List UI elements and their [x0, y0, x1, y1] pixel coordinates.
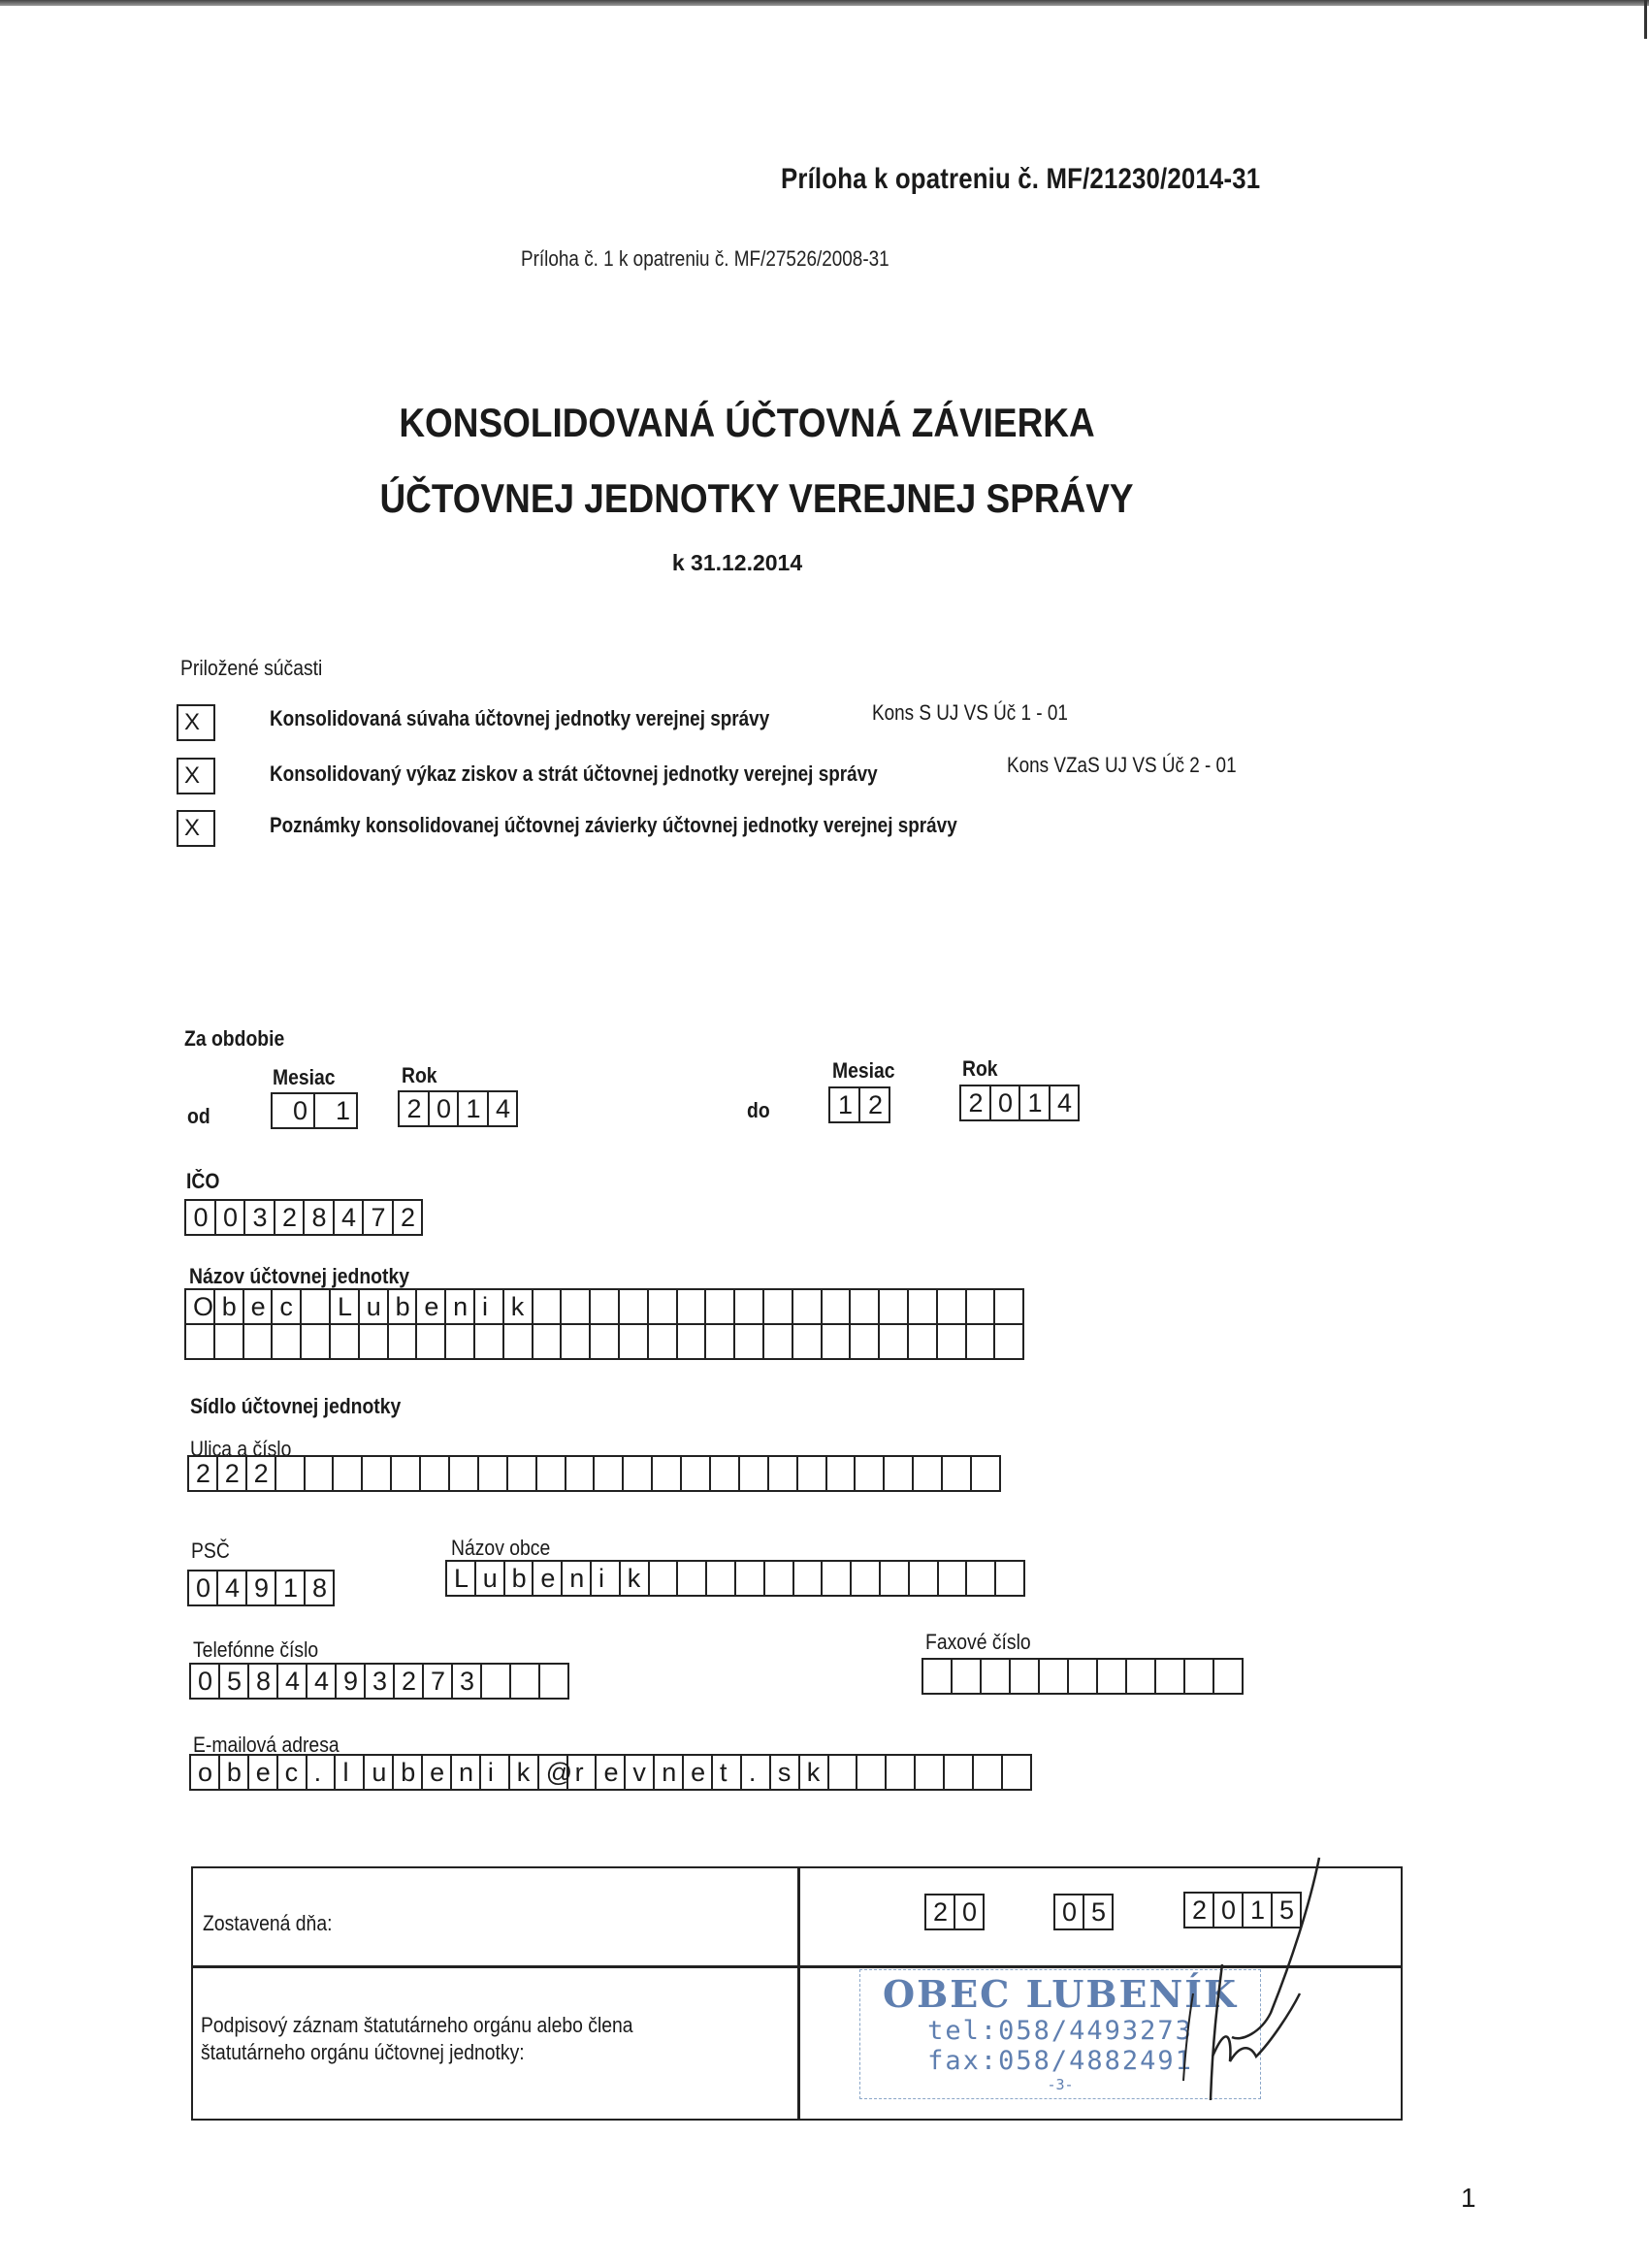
- email-cell[interactable]: e: [597, 1756, 626, 1789]
- name1-cell[interactable]: b: [215, 1290, 244, 1323]
- ico-label: IČO: [186, 1169, 220, 1193]
- email-cell[interactable]: @: [539, 1756, 568, 1789]
- attachments-heading: Priložené súčasti: [180, 656, 323, 680]
- phone-cell[interactable]: 4: [278, 1665, 307, 1698]
- from-month-field[interactable]: [271, 1092, 358, 1129]
- email-cell[interactable]: .: [742, 1756, 771, 1789]
- name2-cell[interactable]: [446, 1325, 475, 1358]
- email-cell[interactable]: o: [191, 1756, 220, 1789]
- fax-cell[interactable]: [982, 1660, 1011, 1693]
- street-field[interactable]: [187, 1455, 1001, 1492]
- name2-cell[interactable]: [360, 1325, 389, 1358]
- psc-cell[interactable]: 1: [276, 1571, 306, 1604]
- city-cell[interactable]: [707, 1562, 736, 1595]
- from-month-cell[interactable]: 0: [273, 1094, 315, 1127]
- city-cell[interactable]: e: [534, 1562, 563, 1595]
- name1-cell[interactable]: c: [273, 1290, 302, 1323]
- street-cell[interactable]: [827, 1457, 857, 1490]
- city-cell[interactable]: [910, 1562, 939, 1595]
- name2-cell[interactable]: [273, 1325, 302, 1358]
- sig-month-cell[interactable]: 0: [1055, 1895, 1084, 1928]
- email-cell[interactable]: [857, 1756, 887, 1789]
- street-cell[interactable]: [276, 1457, 306, 1490]
- signature-divider-vertical: [797, 1868, 800, 2119]
- from-year-cell[interactable]: 0: [430, 1092, 460, 1125]
- stamp-line-2: tel:058/4493273: [927, 2016, 1193, 2046]
- sig-year-cell[interactable]: 0: [1214, 1894, 1244, 1927]
- to-month-label: Mesiac: [832, 1058, 895, 1083]
- to-year-cell[interactable]: 2: [961, 1086, 991, 1119]
- street-cell[interactable]: [856, 1457, 885, 1490]
- fax-field[interactable]: [922, 1658, 1244, 1695]
- from-year-cell[interactable]: 1: [459, 1092, 489, 1125]
- sig-month-cell[interactable]: 5: [1084, 1895, 1114, 1928]
- city-cell[interactable]: [678, 1562, 707, 1595]
- email-cell[interactable]: e: [249, 1756, 278, 1789]
- annex-sub: Príloha č. 1 k opatreniu č. MF/27526/2008-31: [521, 246, 889, 271]
- phone-cell[interactable]: 8: [249, 1665, 278, 1698]
- attachment-checkbox-3[interactable]: X: [177, 810, 215, 847]
- attachment-label-3: Poznámky konsolidovanej účtovnej závierky účtovnej jednotky verejnej správy: [270, 813, 957, 837]
- name2-cell[interactable]: [649, 1325, 678, 1358]
- name2-cell[interactable]: [909, 1325, 938, 1358]
- name2-cell[interactable]: [793, 1325, 823, 1358]
- city-cell[interactable]: [765, 1562, 794, 1595]
- handwritten-signature: [1174, 1848, 1329, 2129]
- phone-cell[interactable]: 7: [424, 1665, 453, 1698]
- city-cell[interactable]: [881, 1562, 910, 1595]
- compiled-date-label: Zostavená dňa:: [203, 1911, 333, 1935]
- psc-cell[interactable]: 4: [218, 1571, 247, 1604]
- name1-cell[interactable]: b: [389, 1290, 418, 1323]
- from-month-label: Mesiac: [273, 1065, 336, 1089]
- name2-cell[interactable]: [880, 1325, 909, 1358]
- name2-cell[interactable]: [302, 1325, 331, 1358]
- fax-label: Faxové číslo: [925, 1630, 1031, 1654]
- street-cell[interactable]: [392, 1457, 421, 1490]
- page-number: 1: [1461, 2183, 1476, 2213]
- sig-year-cell[interactable]: 2: [1185, 1894, 1214, 1927]
- fax-cell[interactable]: [1156, 1660, 1185, 1693]
- name2-cell[interactable]: [938, 1325, 967, 1358]
- name1-cell[interactable]: [938, 1290, 967, 1323]
- name2-cell[interactable]: [851, 1325, 880, 1358]
- name2-cell[interactable]: [823, 1325, 852, 1358]
- email-cell[interactable]: [916, 1756, 945, 1789]
- name1-cell[interactable]: [562, 1290, 591, 1323]
- city-cell[interactable]: b: [505, 1562, 534, 1595]
- street-cell[interactable]: 2: [247, 1457, 276, 1490]
- street-cell[interactable]: [537, 1457, 566, 1490]
- city-cell[interactable]: k: [621, 1562, 650, 1595]
- street-cell[interactable]: [421, 1457, 450, 1490]
- city-field[interactable]: [445, 1560, 1025, 1597]
- street-cell[interactable]: [943, 1457, 972, 1490]
- name1-cell[interactable]: [995, 1290, 1024, 1323]
- city-cell[interactable]: i: [592, 1562, 621, 1595]
- to-month-cell[interactable]: 2: [860, 1088, 890, 1121]
- fax-cell[interactable]: [953, 1660, 982, 1693]
- page-title: KONSOLIDOVANÁ ÚČTOVNÁ ZÁVIERKA: [399, 400, 1095, 445]
- city-cell[interactable]: L: [447, 1562, 476, 1595]
- scan-right-edge: [1644, 0, 1647, 39]
- name2-cell[interactable]: [620, 1325, 649, 1358]
- name2-cell[interactable]: [331, 1325, 360, 1358]
- entity-name-field-row2[interactable]: [184, 1323, 1024, 1360]
- street-cell[interactable]: [508, 1457, 537, 1490]
- city-cell[interactable]: [967, 1562, 996, 1595]
- street-cell[interactable]: [450, 1457, 479, 1490]
- fax-cell[interactable]: [1040, 1660, 1069, 1693]
- street-cell[interactable]: [306, 1457, 335, 1490]
- name2-cell[interactable]: [475, 1325, 504, 1358]
- street-cell[interactable]: [711, 1457, 740, 1490]
- street-cell[interactable]: [479, 1457, 508, 1490]
- attachment-label-2: Konsolidovaný výkaz ziskov a strát účtovnej jednotky verejnej správy: [270, 761, 878, 786]
- street-cell[interactable]: [595, 1457, 624, 1490]
- city-cell[interactable]: [996, 1562, 1025, 1595]
- name1-cell[interactable]: [967, 1290, 996, 1323]
- fax-cell[interactable]: [1127, 1660, 1156, 1693]
- email-cell[interactable]: n: [655, 1756, 684, 1789]
- email-cell[interactable]: l: [336, 1756, 365, 1789]
- ico-cell[interactable]: 0: [216, 1201, 246, 1234]
- name1-cell[interactable]: [649, 1290, 678, 1323]
- email-cell[interactable]: [1003, 1756, 1032, 1789]
- name2-cell[interactable]: [389, 1325, 418, 1358]
- email-field[interactable]: [189, 1754, 1032, 1791]
- to-month-field[interactable]: [828, 1086, 890, 1123]
- attachment-checkbox-2[interactable]: X: [177, 758, 215, 794]
- email-cell[interactable]: r: [568, 1756, 598, 1789]
- name1-cell[interactable]: [880, 1290, 909, 1323]
- street-cell[interactable]: [682, 1457, 711, 1490]
- city-cell[interactable]: n: [563, 1562, 592, 1595]
- sig-day-cell[interactable]: 0: [955, 1895, 985, 1928]
- name1-cell[interactable]: [851, 1290, 880, 1323]
- name1-cell[interactable]: n: [446, 1290, 475, 1323]
- name1-cell[interactable]: O: [186, 1290, 215, 1323]
- annex-main: Príloha k opatreniu č. MF/21230/2014-31: [781, 163, 1261, 195]
- email-label: E-mailová adresa: [193, 1733, 340, 1757]
- email-cell[interactable]: .: [307, 1756, 337, 1789]
- fax-cell[interactable]: [923, 1660, 953, 1693]
- psc-cell[interactable]: 9: [247, 1571, 276, 1604]
- name1-cell[interactable]: [620, 1290, 649, 1323]
- street-cell[interactable]: [363, 1457, 392, 1490]
- street-cell[interactable]: [798, 1457, 827, 1490]
- from-month-cell[interactable]: 1: [315, 1094, 358, 1127]
- street-cell[interactable]: [653, 1457, 682, 1490]
- page-subtitle: ÚČTOVNEJ JEDNOTKY VEREJNEJ SPRÁVY: [379, 475, 1134, 521]
- psc-cell[interactable]: 0: [189, 1571, 218, 1604]
- ico-cell[interactable]: 4: [335, 1201, 365, 1234]
- fax-cell[interactable]: [1214, 1660, 1244, 1693]
- to-year-label: Rok: [962, 1056, 998, 1081]
- phone-cell[interactable]: 9: [337, 1665, 366, 1698]
- name1-cell[interactable]: [823, 1290, 852, 1323]
- name1-cell[interactable]: [909, 1290, 938, 1323]
- name2-cell[interactable]: [967, 1325, 996, 1358]
- fax-cell[interactable]: [1011, 1660, 1040, 1693]
- email-cell[interactable]: [829, 1756, 858, 1789]
- phone-cell[interactable]: 0: [191, 1665, 220, 1698]
- from-year-cell[interactable]: 4: [489, 1092, 519, 1125]
- email-cell[interactable]: k: [510, 1756, 539, 1789]
- psc-cell[interactable]: 8: [306, 1571, 335, 1604]
- to-label: do: [747, 1098, 770, 1122]
- name1-cell[interactable]: u: [360, 1290, 389, 1323]
- street-cell[interactable]: [334, 1457, 363, 1490]
- email-cell[interactable]: b: [394, 1756, 423, 1789]
- fax-cell[interactable]: [1185, 1660, 1214, 1693]
- email-cell[interactable]: e: [423, 1756, 452, 1789]
- city-cell[interactable]: [939, 1562, 968, 1595]
- email-cell[interactable]: s: [771, 1756, 800, 1789]
- from-year-cell[interactable]: 2: [400, 1092, 430, 1125]
- name1-cell[interactable]: [534, 1290, 563, 1323]
- city-cell[interactable]: [852, 1562, 881, 1595]
- signature-record-label: Podpisový záznam štatutárneho orgánu alebo člena štatutárneho orgánu účtovnej jednotky:: [201, 2013, 633, 2064]
- name2-cell[interactable]: [735, 1325, 764, 1358]
- sig-day-cell[interactable]: 2: [926, 1895, 955, 1928]
- email-cell[interactable]: k: [800, 1756, 829, 1789]
- name1-cell[interactable]: [793, 1290, 823, 1323]
- to-year-cell[interactable]: 0: [991, 1086, 1021, 1119]
- city-cell[interactable]: u: [476, 1562, 505, 1595]
- name1-cell[interactable]: e: [417, 1290, 446, 1323]
- to-month-cell[interactable]: 1: [830, 1088, 860, 1121]
- street-cell[interactable]: [885, 1457, 914, 1490]
- name2-cell[interactable]: [995, 1325, 1024, 1358]
- ico-cell[interactable]: 7: [364, 1201, 394, 1234]
- email-cell[interactable]: b: [220, 1756, 249, 1789]
- name1-cell[interactable]: L: [331, 1290, 360, 1323]
- phone-cell[interactable]: [482, 1665, 511, 1698]
- name2-cell[interactable]: [504, 1325, 534, 1358]
- sig-year-cell[interactable]: 1: [1244, 1894, 1273, 1927]
- city-cell[interactable]: [736, 1562, 765, 1595]
- email-cell[interactable]: c: [278, 1756, 307, 1789]
- from-year-label: Rok: [402, 1063, 437, 1087]
- from-label: od: [187, 1104, 210, 1128]
- street-cell[interactable]: [740, 1457, 769, 1490]
- psc-label: PSČ: [191, 1539, 230, 1563]
- name1-cell[interactable]: i: [475, 1290, 504, 1323]
- email-cell[interactable]: t: [713, 1756, 742, 1789]
- email-cell[interactable]: n: [452, 1756, 481, 1789]
- name2-cell[interactable]: [706, 1325, 735, 1358]
- name1-cell[interactable]: [591, 1290, 620, 1323]
- phone-cell[interactable]: 3: [366, 1665, 395, 1698]
- ico-cell[interactable]: 2: [275, 1201, 306, 1234]
- street-cell[interactable]: [769, 1457, 798, 1490]
- name2-cell[interactable]: [534, 1325, 563, 1358]
- to-year-field[interactable]: [959, 1085, 1080, 1121]
- ico-field[interactable]: [184, 1199, 423, 1236]
- fax-cell[interactable]: [1098, 1660, 1127, 1693]
- name2-cell[interactable]: [562, 1325, 591, 1358]
- phone-cell[interactable]: 5: [220, 1665, 249, 1698]
- stamp-line-3: fax:058/4882491: [927, 2046, 1193, 2076]
- stamp-line-1: OBEC LUBENÍK: [882, 1972, 1239, 2016]
- name1-cell[interactable]: [764, 1290, 793, 1323]
- ico-cell[interactable]: 8: [305, 1201, 335, 1234]
- phone-cell[interactable]: 4: [307, 1665, 337, 1698]
- email-cell[interactable]: i: [481, 1756, 510, 1789]
- street-cell[interactable]: [566, 1457, 596, 1490]
- phone-cell[interactable]: [511, 1665, 540, 1698]
- email-cell[interactable]: e: [684, 1756, 713, 1789]
- stamp-line-4: -3-: [1047, 2076, 1074, 2093]
- attachment-code-1: Kons S UJ VS Úč 1 - 01: [872, 700, 1068, 725]
- city-label: Názov obce: [451, 1536, 551, 1560]
- name2-cell[interactable]: [215, 1325, 244, 1358]
- city-cell[interactable]: [794, 1562, 824, 1595]
- to-year-cell[interactable]: 4: [1051, 1086, 1081, 1119]
- city-cell[interactable]: [823, 1562, 852, 1595]
- phone-cell[interactable]: [540, 1665, 569, 1698]
- name2-cell[interactable]: [591, 1325, 620, 1358]
- street-cell[interactable]: 2: [218, 1457, 247, 1490]
- phone-label: Telefónne číslo: [193, 1637, 319, 1662]
- ico-cell[interactable]: 2: [394, 1201, 424, 1234]
- phone-field[interactable]: [189, 1663, 569, 1700]
- name2-cell[interactable]: [244, 1325, 274, 1358]
- street-cell[interactable]: [914, 1457, 943, 1490]
- name1-cell[interactable]: k: [504, 1290, 534, 1323]
- report-date: k 31.12.2014: [671, 550, 803, 575]
- address-heading: Sídlo účtovnej jednotky: [190, 1394, 402, 1418]
- period-heading: Za obdobie: [184, 1026, 285, 1051]
- street-cell[interactable]: [972, 1457, 1001, 1490]
- from-year-field[interactable]: [398, 1090, 518, 1127]
- entity-name-label: Názov účtovnej jednotky: [189, 1264, 409, 1288]
- attachment-label-1: Konsolidovaná súvaha účtovnej jednotky verejnej správy: [270, 706, 770, 730]
- name1-cell[interactable]: [678, 1290, 707, 1323]
- entity-name-field-row1[interactable]: [184, 1288, 1024, 1325]
- psc-field[interactable]: [187, 1570, 335, 1606]
- ico-cell[interactable]: 0: [186, 1201, 216, 1234]
- scan-top-border: [0, 0, 1649, 6]
- email-cell[interactable]: [974, 1756, 1003, 1789]
- city-cell[interactable]: [650, 1562, 679, 1595]
- email-cell[interactable]: v: [626, 1756, 655, 1789]
- street-label: Ulica a číslo: [190, 1437, 292, 1461]
- street-cell[interactable]: 2: [189, 1457, 218, 1490]
- email-cell[interactable]: u: [365, 1756, 394, 1789]
- ico-cell[interactable]: 3: [245, 1201, 275, 1234]
- attachment-checkbox-1[interactable]: X: [177, 704, 215, 741]
- fax-cell[interactable]: [1069, 1660, 1098, 1693]
- attachment-code-2: Kons VZaS UJ VS Úč 2 - 01: [1007, 753, 1237, 777]
- email-cell[interactable]: [945, 1756, 974, 1789]
- name2-cell[interactable]: [764, 1325, 793, 1358]
- phone-cell[interactable]: 2: [395, 1665, 424, 1698]
- name2-cell[interactable]: [417, 1325, 446, 1358]
- compiled-month-field[interactable]: [1053, 1894, 1114, 1930]
- name1-cell[interactable]: [706, 1290, 735, 1323]
- sig-year-cell[interactable]: 5: [1273, 1894, 1302, 1927]
- email-cell[interactable]: [887, 1756, 916, 1789]
- compiled-day-field[interactable]: [924, 1894, 985, 1930]
- name2-cell[interactable]: [678, 1325, 707, 1358]
- name1-cell[interactable]: [302, 1290, 331, 1323]
- name1-cell[interactable]: e: [244, 1290, 274, 1323]
- name1-cell[interactable]: [735, 1290, 764, 1323]
- name2-cell[interactable]: [186, 1325, 215, 1358]
- to-year-cell[interactable]: 1: [1020, 1086, 1051, 1119]
- phone-cell[interactable]: 3: [453, 1665, 482, 1698]
- street-cell[interactable]: [624, 1457, 653, 1490]
